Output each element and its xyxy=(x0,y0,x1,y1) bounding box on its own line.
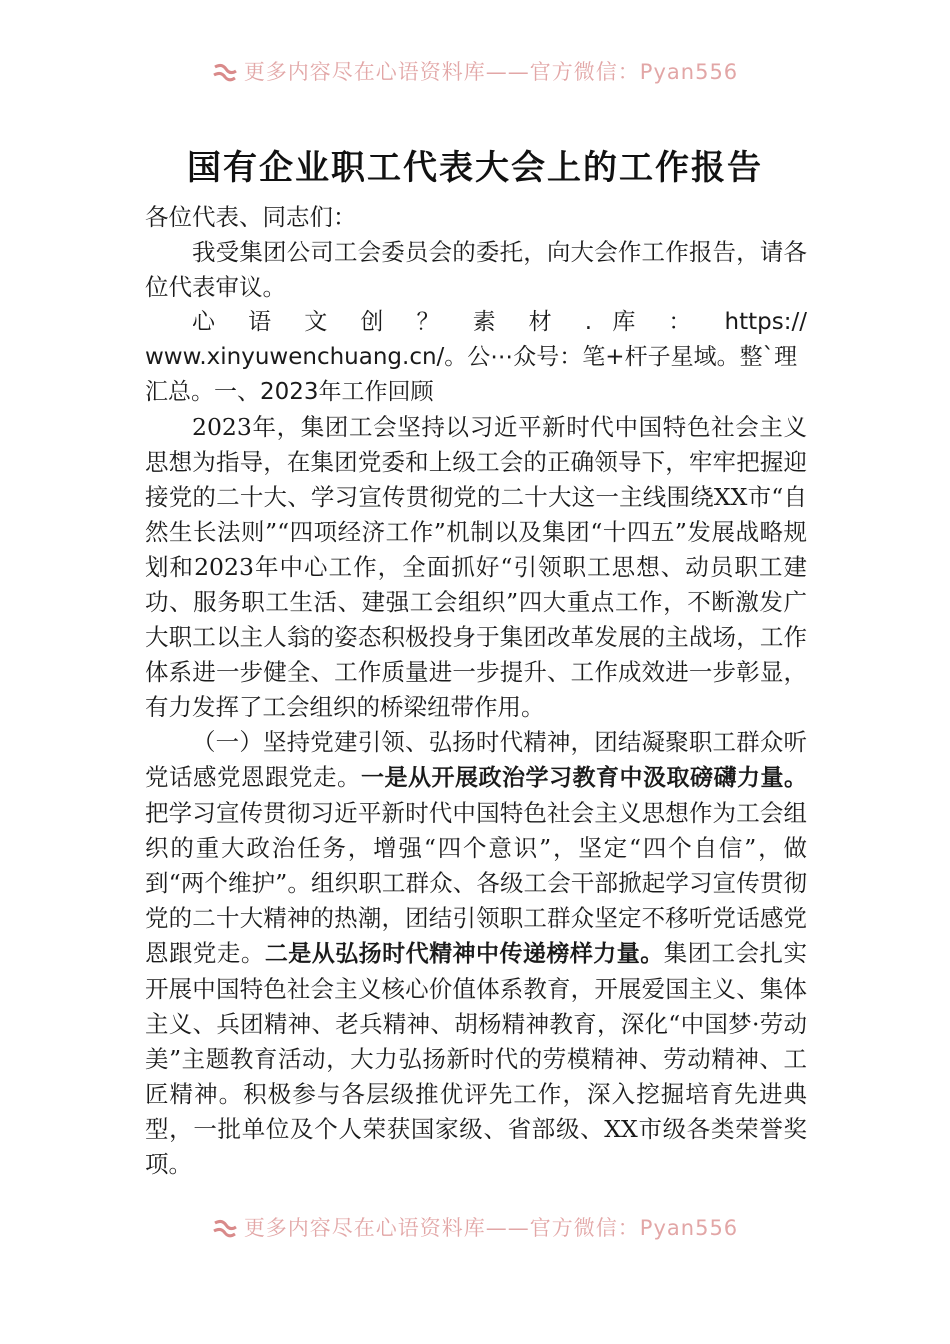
salutation: 各位代表、同志们： xyxy=(145,203,357,231)
paragraph-2023: 2023年，集团工会坚持以习近平新时代中国特色社会主义思想为指导，在集团党委和上级工会的正确领导下，牢牢把握迎接党的二十大、学习宣传贯彻党的二十大这一主线围绕XX市“自然生长法则”“四项经济工作”机制以及集团“十四五”发展战略规划和2023年中心工作，全面抓好“引领职工思想、动员职工建功、服务职工生活、建强工会组织”四大重点工作，不断激发广大职工以主人翁的姿态积极投身于集团改革发展的主战场，工作体系进一步健全、工作质量进一步提升、工作成效进一步彰显，有力发挥了工会组织的桥梁纽带作用。 xyxy=(145,413,807,721)
point-1-title: 一是从开展政治学习教育中汲取磅礴力量。 xyxy=(361,765,807,791)
intro-paragraph: 我受集团公司工会委员会的委托，向大会作工作报告，请各位代表审议。 xyxy=(145,238,807,301)
watermark-bottom xyxy=(0,1212,950,1242)
logo-icon xyxy=(212,1219,238,1239)
point-2-text: 集团工会扎实开展中国特色社会主义核心价值体系教育，开展爱国主义、集体主义、兵团精神、老兵精神、胡杨精神教育，深化“中国梦·劳动美”主题教育活动，大力弘扬新时代的劳模精神、劳动精神、工匠精神。积极参与各层级推优评先工作，深入挖掘培育先进典型，一批单位及个人荣获国家级、省部级、XX市级各类荣誉奖项。 xyxy=(145,939,808,1178)
document-title: 国有企业职工代表大会上的工作报告 xyxy=(187,148,763,188)
watermark-top-text: 更多内容尽在心语资料库——官方微信：Pyan556 xyxy=(243,60,739,84)
logo-icon xyxy=(212,63,238,83)
source-line-2: www.xinyuwenchuang.cn/。公⋯众号：笔+杆子星域。整`理 xyxy=(145,344,798,370)
watermark-bottom-text: 更多内容尽在心语资料库——官方微信：Pyan556 xyxy=(243,1216,739,1240)
point-2-title: 二是从弘扬时代精神中传递榜样力量。 xyxy=(264,941,664,967)
document-body xyxy=(145,200,807,1182)
point-1-text: 把学习宣传贯彻习近平新时代中国特色社会主义思想作为工会组织的重大政治任务，增强“四个意识”，坚定“四个自信”，做到“两个维护”。组织职工群众、各级工会干部掀起学习宣传贯彻党的二十大精神的热潮，团结引领职工群众坚定不移听党话感党恩跟党走。 xyxy=(145,799,807,967)
source-line-1: 心 语 文 创 ？ 素 材 . 库 ： https:// xyxy=(192,309,807,335)
watermark-top xyxy=(0,56,950,86)
section-1-heading: （一）坚持党建引领、弘扬时代精神，团结凝聚职工群众听党话感党恩跟党走。 xyxy=(145,728,807,791)
section-1-paragraph xyxy=(145,725,807,1182)
source-line-3: 汇总。一、2023年工作回顾 xyxy=(145,379,434,405)
